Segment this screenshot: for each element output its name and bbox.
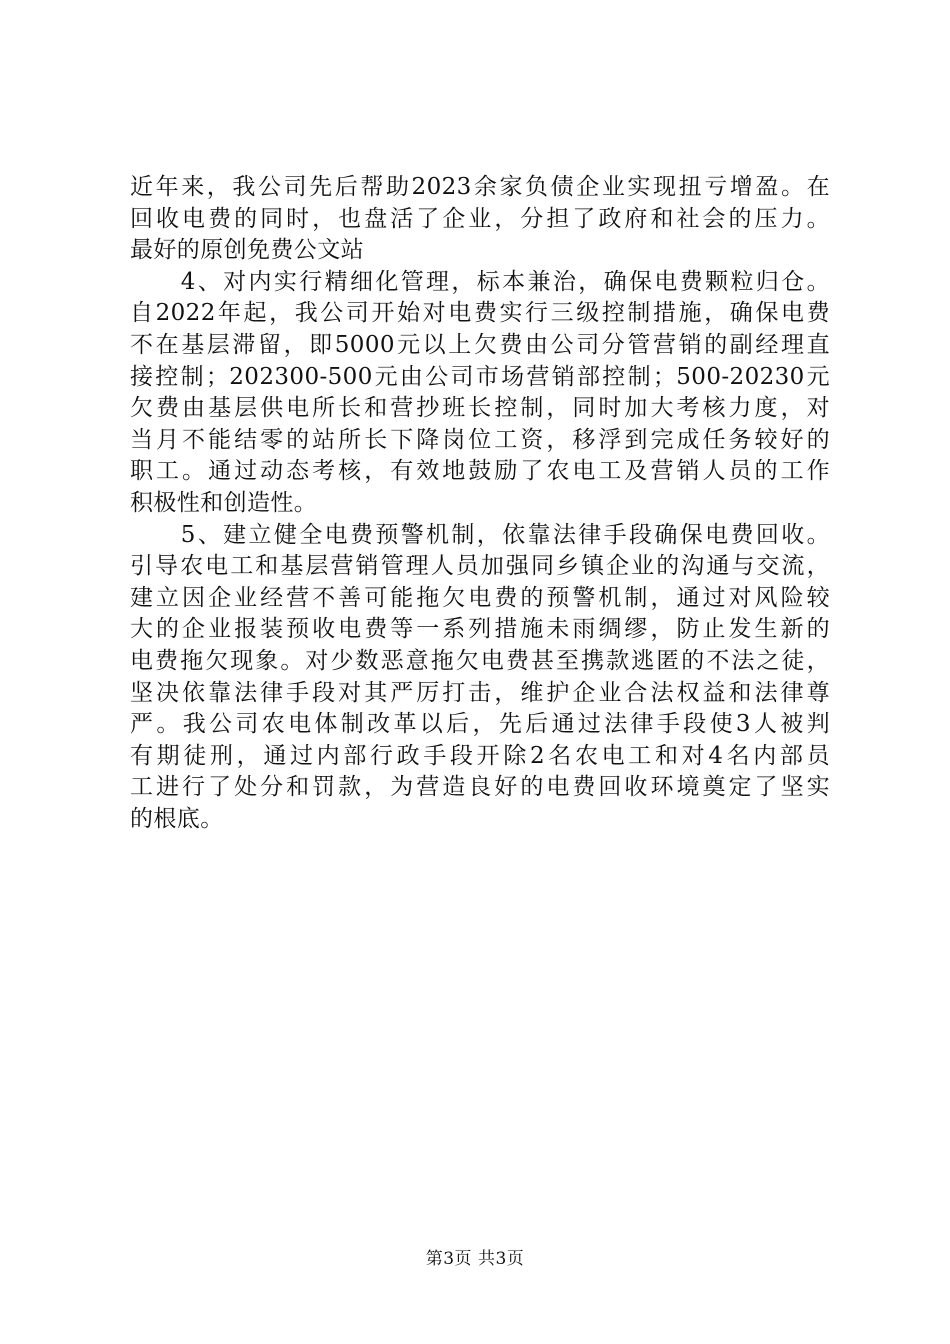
text-line: 接控制；202300-500元由公司市场营销部控制；500-20230元 [130, 363, 830, 390]
text-line: 电费拖欠现象。对少数恶意拖欠电费甚至携款逃匿的不法之徒， [130, 647, 830, 674]
text-line: 职工。通过动态考核，有效地鼓励了农电工及营销人员的工作 [130, 458, 830, 485]
text-line: 建立因企业经营不善可能拖欠电费的预警机制，通过对风险较 [130, 584, 830, 611]
text-line: 的根底。 [130, 805, 224, 832]
text-line: 回收电费的同时，也盘活了企业，分担了政府和社会的压力。 [130, 205, 830, 232]
document-body [130, 172, 830, 835]
text-line: 有期徒刑，通过内部行政手段开除2名农电工和对4名内部员 [130, 742, 830, 769]
text-line: 工进行了处分和罚款，为营造良好的电费回收环境奠定了坚实 [130, 774, 830, 801]
text-line: 积极性和创造性。 [130, 489, 318, 516]
text-line: 自2022年起，我公司开始对电费实行三级控制措施，确保电费 [130, 300, 830, 327]
text-line: 不在基层滞留，即5000元以上欠费由公司分管营销的副经理直 [130, 331, 830, 358]
page-number-footer: 第3页 共3页 [425, 1249, 525, 1269]
text-line: 欠费由基层供电所长和营抄班长控制，同时加大考核力度，对 [130, 395, 830, 422]
text-line: 坚决依靠法律手段对其严厉打击，维护企业合法权益和法律尊 [130, 679, 830, 706]
text-line: 5、建立健全电费预警机制，依靠法律手段确保电费回收。 [130, 521, 830, 548]
text-line: 4、对内实行精细化管理，标本兼治，确保电费颗粒归仓。 [130, 268, 830, 295]
text-line: 近年来，我公司先后帮助2023余家负债企业实现扭亏增盈。在 [130, 174, 830, 200]
text-line: 最好的原创免费公文站 [130, 237, 364, 264]
text-line: 当月不能结零的站所长下降岗位工资，移浮到完成任务较好的 [130, 426, 830, 453]
text-line: 引导农电工和基层营销管理人员加强同乡镇企业的沟通与交流， [130, 553, 830, 580]
text-line: 严。我公司农电体制改革以后，先后通过法律手段使3人被判 [130, 711, 830, 738]
text-line: 大的企业报装预收电费等一系列措施未雨绸缪，防止发生新的 [130, 616, 830, 643]
